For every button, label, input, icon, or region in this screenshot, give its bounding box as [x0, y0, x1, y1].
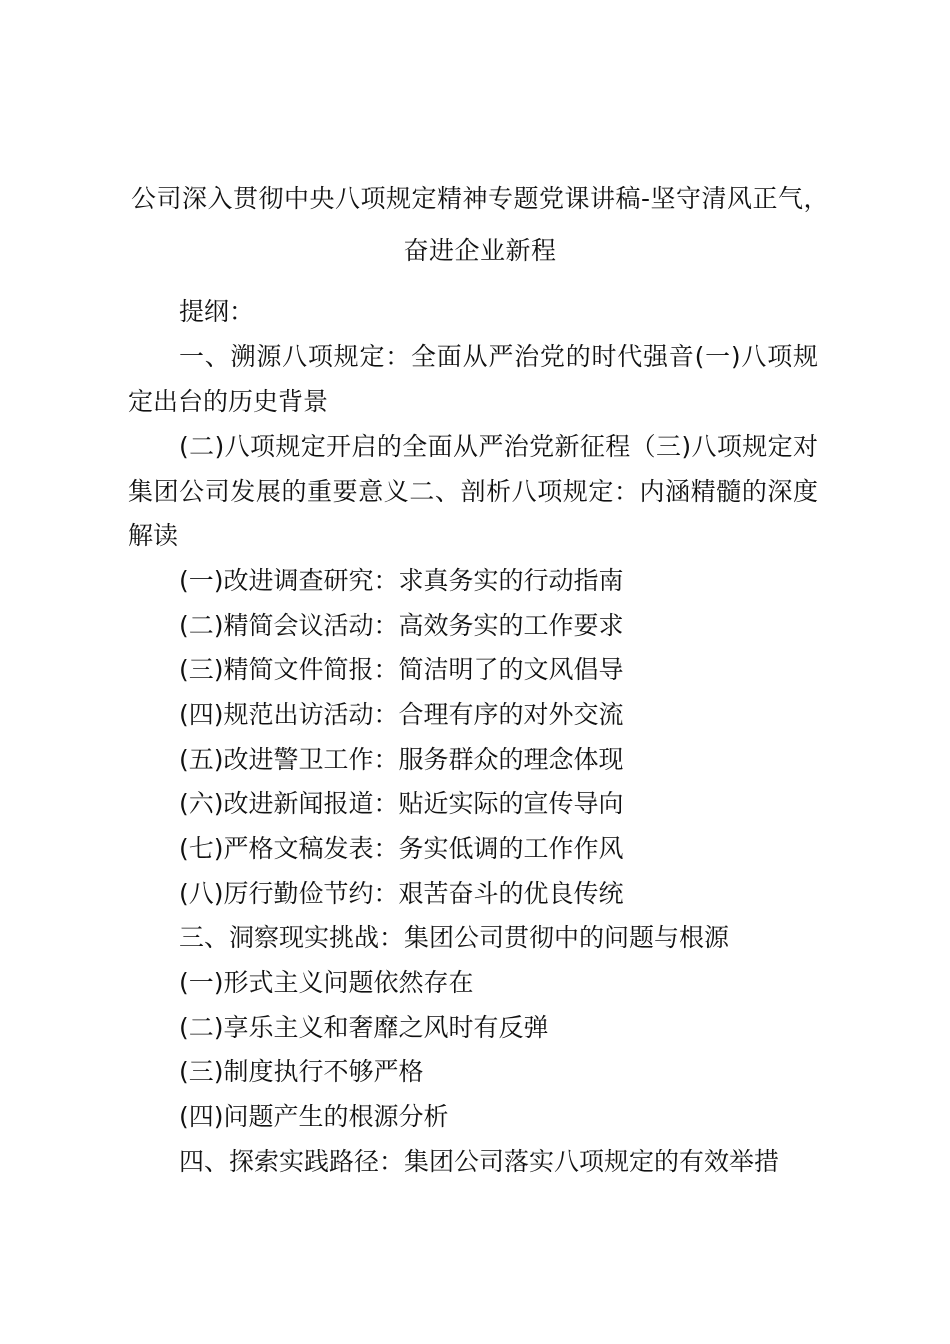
outline-line: (五)改进警卫工作：服务群众的理念体现 — [179, 745, 624, 774]
outline-line: (一)形式主义问题依然存在 — [179, 968, 474, 997]
outline-line: 三、洞察现实挑战：集团公司贯彻中的问题与根源 — [179, 923, 730, 952]
outline-line: (四)规范出访活动：合理有序的对外交流 — [179, 700, 624, 729]
outline-line: 定出台的历史背景 — [128, 387, 329, 416]
outline-line: 集团公司发展的重要意义二、剖析八项规定：内涵精髓的深度 — [128, 477, 818, 506]
outline-line: (二)享乐主义和奢靡之风时有反弹 — [179, 1013, 549, 1042]
outline-line: (三)精简文件简报：简洁明了的文风倡导 — [179, 655, 624, 684]
outline-line: (二)八项规定开启的全面从严治党新征程（三)八项规定对 — [179, 432, 818, 461]
outline-line: (六)改进新闻报道：贴近实际的宣传导向 — [179, 789, 624, 818]
outline-label: 提纲： — [179, 297, 255, 326]
outline-line: (一)改进调查研究：求真务实的行动指南 — [179, 566, 624, 595]
outline-line: (四)问题产生的根源分析 — [179, 1102, 449, 1131]
document-title-line-1: 公司深入贯彻中央八项规定精神专题党课讲稿-坚守清风正气， — [130, 184, 830, 213]
document-title-line-2: 奋进企业新程 — [403, 236, 557, 265]
outline-line: 解读 — [128, 521, 179, 550]
outline-line: (八)厉行勤俭节约：艰苦奋斗的优良传统 — [179, 879, 624, 908]
outline-line: 四、探索实践路径：集团公司落实八项规定的有效举措 — [179, 1147, 780, 1176]
outline-line: (三)制度执行不够严格 — [179, 1057, 424, 1086]
outline-line: 一、溯源八项规定：全面从严治党的时代强音(一)八项规 — [179, 342, 818, 371]
outline-line: (七)严格文稿发表：务实低调的工作作风 — [179, 834, 624, 863]
outline-line: (二)精简会议活动：高效务实的工作要求 — [179, 611, 624, 640]
